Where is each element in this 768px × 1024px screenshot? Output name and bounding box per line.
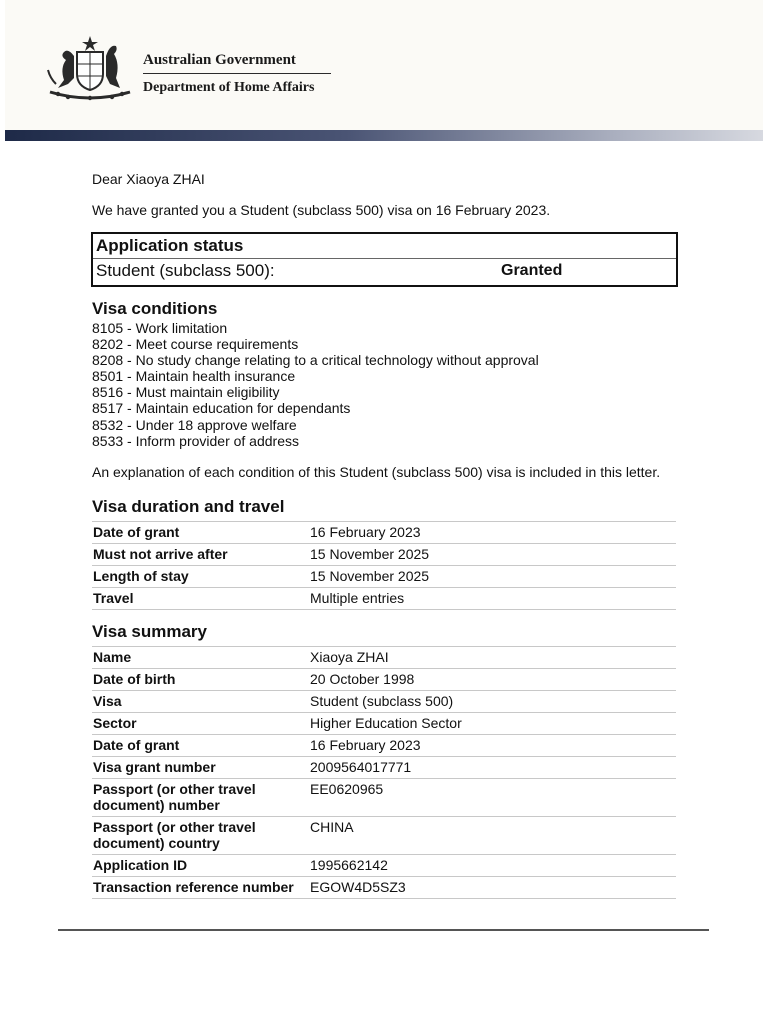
visa-summary-table [92,646,676,899]
table-row [92,877,676,899]
condition-item: 8501 - Maintain health insurance [92,368,296,385]
condition-item: 8202 - Meet course requirements [92,336,299,353]
row-label: Visa [92,691,309,713]
row-label: Passport (or other travel document) number [92,779,309,817]
status-divider [93,258,676,259]
condition-item: 8532 - Under 18 approve welfare [92,416,297,433]
department-name: Department of Home Affairs [143,80,315,95]
row-value: 2009564017771 [309,757,676,779]
table-row [92,669,676,691]
visa-duration-table [92,521,676,610]
table-row [92,647,676,669]
table-row [92,735,676,757]
status-visa-label: Student (subclass 500): [96,261,275,280]
row-label: Must not arrive after [92,544,309,566]
condition-item: 8517 - Maintain education for dependants [92,400,351,417]
row-value: 15 November 2025 [309,544,676,566]
row-value: EE0620965 [309,779,676,817]
row-label: Visa grant number [92,757,309,779]
row-label: Date of grant [92,522,309,544]
row-value: Student (subclass 500) [309,691,676,713]
coat-of-arms-icon [44,34,136,102]
government-name: Australian Government [143,52,296,68]
footer-divider [58,929,709,931]
row-value: 20 October 1998 [309,669,676,691]
row-label: Application ID [92,855,309,877]
row-value: 1995662142 [309,855,676,877]
table-row [92,757,676,779]
row-value: 16 February 2023 [309,735,676,757]
row-label: Date of grant [92,735,309,757]
row-value: EGOW4D5SZ3 [309,877,676,899]
table-row [92,544,676,566]
greeting: Dear Xiaoya ZHAI [92,171,205,187]
status-value: Granted [501,262,563,279]
row-label: Name [92,647,309,669]
table-row [92,855,676,877]
grant-statement: We have granted you a Student (subclass 500) visa on 16 February 2023. [92,202,551,218]
row-label: Sector [92,713,309,735]
row-value: 16 February 2023 [309,522,676,544]
row-label: Date of birth [92,669,309,691]
letterhead-band [5,130,763,141]
row-label: Transaction reference number [92,877,309,899]
row-label: Passport (or other travel document) country [92,817,309,855]
row-label: Travel [92,588,309,610]
condition-item: 8516 - Must maintain eligibility [92,384,280,401]
row-value: Multiple entries [309,588,676,610]
row-value: 15 November 2025 [309,566,676,588]
condition-item: 8208 - No study change relating to a critical technology without approval [92,352,539,369]
row-value: CHINA [309,817,676,855]
visa-conditions-list [92,320,539,449]
condition-item: 8105 - Work limitation [92,320,228,336]
table-row [92,588,676,610]
table-row [92,691,676,713]
table-row [92,779,676,817]
table-row [92,522,676,544]
visa-conditions-heading: Visa conditions [92,299,218,318]
table-row [92,713,676,735]
visa-summary-heading: Visa summary [92,622,207,641]
table-row [92,566,676,588]
visa-duration-heading: Visa duration and travel [92,497,285,516]
conditions-explanation: An explanation of each condition of this Student (subclass 500) visa is included in this letter. [92,464,661,480]
letterhead-divider [143,73,331,74]
row-value: Higher Education Sector [309,713,676,735]
condition-item: 8533 - Inform provider of address [92,432,299,449]
application-status-title: Application status [96,236,244,255]
application-status-box [91,232,678,287]
row-value: Xiaoya ZHAI [309,647,676,669]
table-row [92,817,676,855]
row-label: Length of stay [92,566,309,588]
